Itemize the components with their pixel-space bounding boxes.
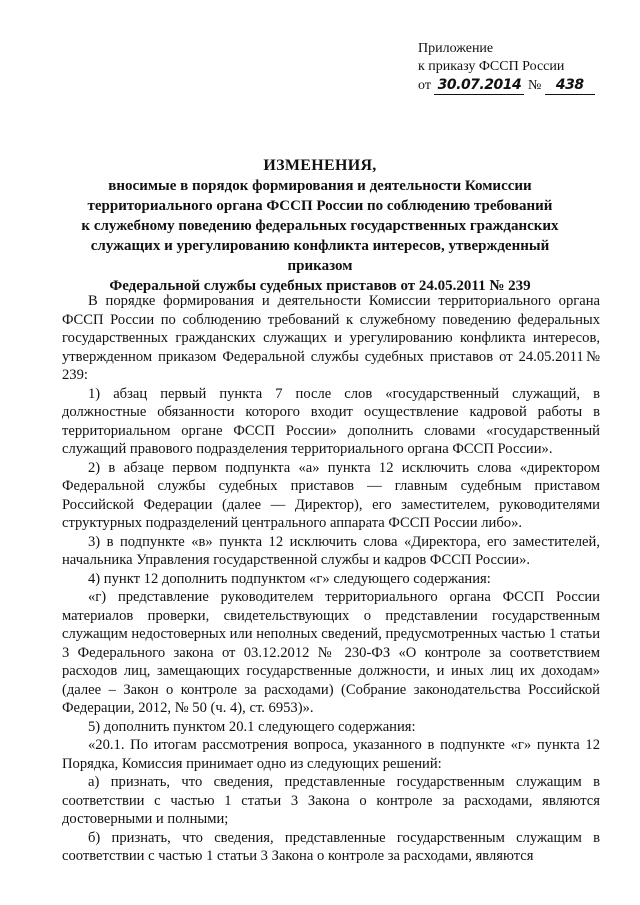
- handwritten-number: 438: [545, 76, 595, 95]
- paragraph-item-5: 5) дополнить пунктом 20.1 следующего содержания:: [88, 718, 416, 735]
- title-line: к служебному поведению федеральных государственных гражданских: [81, 218, 559, 234]
- appendix-from-label: от: [418, 78, 431, 93]
- handwritten-date: 30.07.2014: [434, 76, 524, 95]
- paragraph-item-4-text: «г) представление руководителем территориального органа ФССП России материалов проверки, свидетельствующих о представлении государственным служащим недостоверных или неполных сведений, предусмотренных частью 1 статьи 3 Федерального закона от 03.12.2012 № 230-ФЗ «О контроле за соответствием расходов лиц, замещающих государственные должности, и иных лиц их доходам» (далее – Закон о контроле за расходами) (Собрание законодательства Российской Федерации, 2012, № 50 (ч. 4), ст. 6953)».: [62, 589, 600, 716]
- paragraph-item-5-text: «20.1. По итогам рассмотрения вопроса, указанного в подпункте «г» пункта 12 Порядка, Комиссия принимает одно из следующих решений:: [62, 737, 600, 772]
- paragraph-intro: В порядке формирования и деятельности Комиссии территориального органа ФССП России по соблюдению требований к служебному поведению федеральных государственных гражданских служащих и урегулированию конфликта интересов, утвержденном приказом Федеральной службы судебных приставов от 24.05.2011№ 239:: [62, 293, 600, 383]
- paragraph-item-1: 1) абзац первый пункта 7 после слов «государственный служащий, в должностные обязанности которого входит осуществление кадровой работы в территориальном органе ФССП России» дополнить словами «государственный служащий правового подразделения территориального органа ФССП России».: [62, 385, 600, 457]
- paragraph-item-2: 2) в абзаце первом подпункта «а» пункта 12 исключить слова «директором Федеральной службы судебных приставов — главным судебным приставом Российской Федерации (далее — Директор), его заместителем, руководителями структурных подразделений центрального аппарата ФССП России либо».: [62, 459, 600, 531]
- title-line: служащих и урегулированию конфликта интересов, утвержденный приказом: [90, 238, 550, 274]
- paragraph-item-3: 3) в подпункте «в» пункта 12 исключить слова «Директора, его заместителей, начальника Управления государственной службы и кадров ФССП России».: [62, 533, 600, 568]
- title-heading: ИЗМЕНЕНИЯ,: [263, 157, 377, 174]
- document-title: [60, 156, 580, 296]
- appendix-block: [418, 40, 618, 95]
- appendix-number-label: №: [527, 78, 542, 93]
- title-line: Федеральной службы судебных приставов от 24.05.2011 № 239: [109, 278, 531, 294]
- document-body: [62, 292, 600, 866]
- appendix-line-1: Приложение: [418, 41, 494, 56]
- paragraph-item-4: 4) пункт 12 дополнить подпунктом «г» следующего содержания:: [88, 570, 491, 587]
- title-line: вносимые в порядок формирования и деятельности Комиссии: [108, 178, 532, 194]
- title-line: территориального органа ФССП России по соблюдению требований: [87, 198, 553, 214]
- appendix-line-2: к приказу ФССП России: [418, 59, 565, 74]
- paragraph-option-b: б) признать, что сведения, представленные государственным служащим в соответствии с частью 1 статьи 3 Закона о контроле за расходами, являются: [62, 829, 600, 864]
- paragraph-option-a: а) признать, что сведения, представленные государственным служащим в соответствии с частью 1 статьи 3 Закона о контроле за расходами, являются достоверными и полными;: [62, 774, 600, 827]
- appendix-line-3: [418, 76, 618, 95]
